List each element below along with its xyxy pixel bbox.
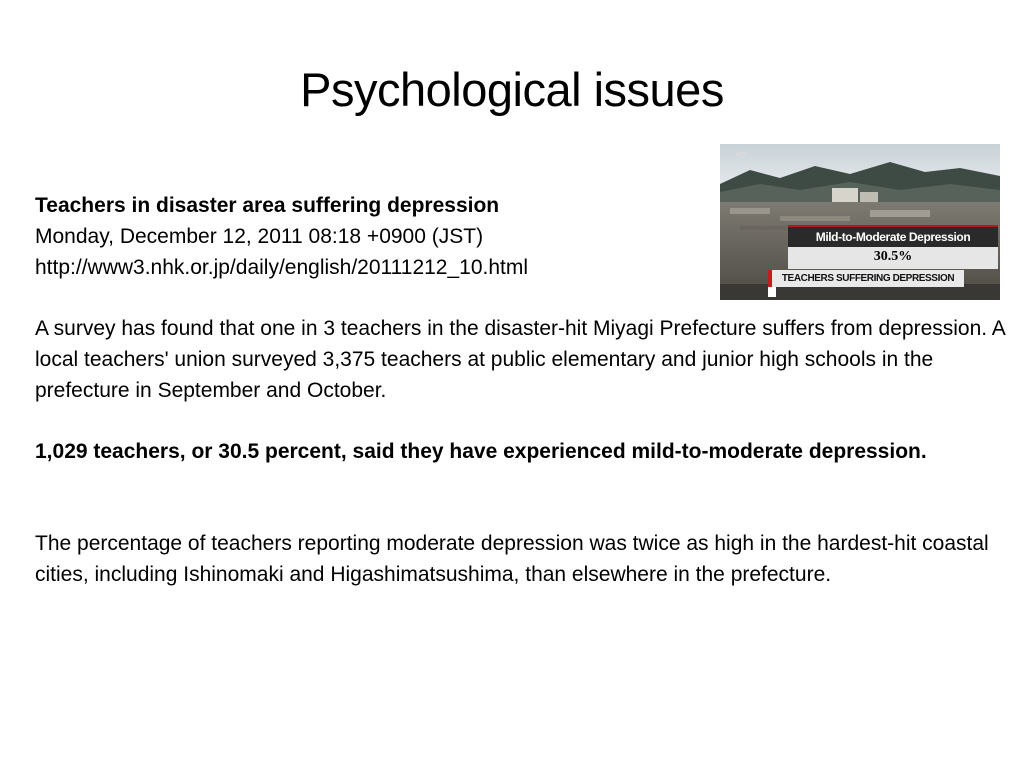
paragraph-survey: A survey has found that one in 3 teachers in the disaster-hit Miyagi Prefecture suffers from depression. A local teachers' union surveyed 3,375 teachers at public elementary and junior high schools in the prefecture in September and October. [35, 317, 1005, 402]
article-headline: Teachers in disaster area suffering depression [35, 194, 500, 217]
hd-badge: HD [736, 152, 747, 159]
caption-box [788, 225, 998, 269]
article-dateline: Monday, December 12, 2011 08:18 +0900 (JST) [35, 225, 484, 248]
caption-title: Mild-to-Moderate Depression [788, 227, 998, 247]
channel-logo-icon [768, 287, 776, 297]
slide-title: Psychological issues [300, 63, 724, 116]
article-url: http://www3.nhk.or.jp/daily/english/20111212_10.html [35, 256, 529, 279]
caption-value: 30.5% [873, 249, 913, 264]
news-screenshot-image [720, 144, 1000, 300]
paragraph-statistic: 1,029 teachers, or 30.5 percent, said they have experienced mild-to-moderate depression. [35, 440, 927, 463]
lower-third-banner: TEACHERS SUFFERING DEPRESSION [768, 270, 964, 287]
paragraph-coastal: The percentage of teachers reporting moderate depression was twice as high in the hardest-hit coastal cities, including Ishinomaki and Higashimatsushima, than elsewhere in the prefecture. [35, 532, 989, 586]
